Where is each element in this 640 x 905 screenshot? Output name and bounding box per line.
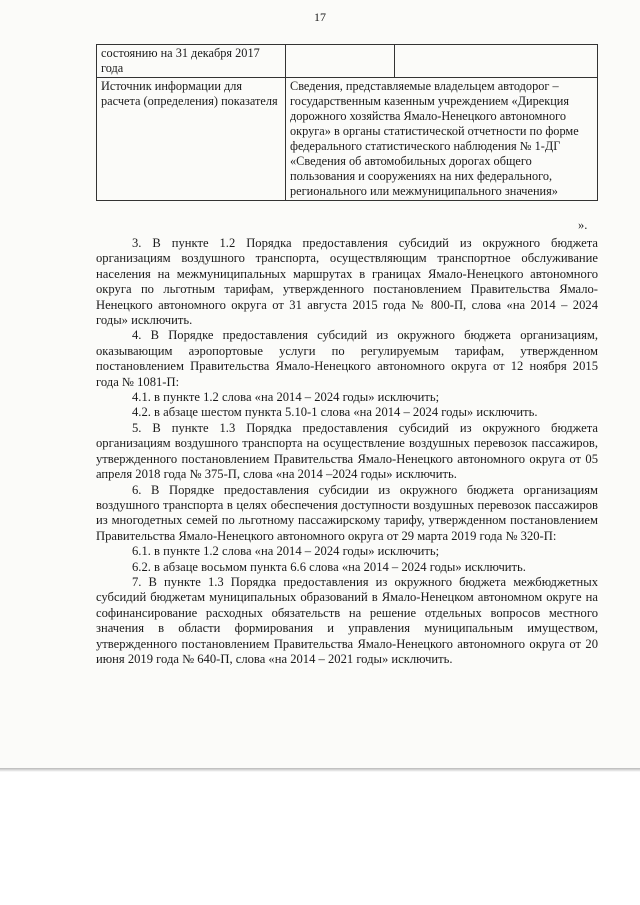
page-edge-shadow <box>0 768 640 772</box>
document-body <box>96 236 598 667</box>
paragraph: 4.1. в пункте 1.2 слова «на 2014 – 2024 годы» исключить; <box>132 390 440 405</box>
closing-quote: ». <box>578 218 588 232</box>
table-row <box>97 78 598 201</box>
table-cell-empty <box>395 45 598 78</box>
paragraph: 6.2. в абзаце восьмом пункта 6.6 слова «на 2014 – 2024 годы» исключить. <box>132 559 526 574</box>
paragraph: 5. В пункте 1.3 Порядка предоставления субсидий из окружного бюджета организациям воздушного транспорта на осуществление воздушных перевозок пассажиров, утвержденного постановлением Правительства Ямало-Ненецкого автономного округа от 05 апреля 2018 года № 375-П, слова «на 2014 –2024 годы» исключить. <box>96 420 598 482</box>
indicator-table <box>96 44 598 201</box>
paragraph: 4. В Порядке предоставления субсидий из окружного бюджета организациям, оказывающим аэропортовые услуги по регулируемым тарифам, утвержденном постановлением Правительства Ямало-Ненецкого автономного округа от 12 ноября 2015 года № 1081-П: <box>96 328 598 389</box>
paragraph: 6. В Порядке предоставления субсидии из окружного бюджета организациям воздушного транспорта в целях обеспечения доступности воздушных перевозок пассажиров из многодетных семей по льготному пассажирскому тарифу, утвержденном постановлением Правительства Ямало-Ненецкого автономного округа от 29 марта 2019 года № 320-П: <box>96 482 598 543</box>
paragraph: 4.2. в абзаце шестом пункта 5.10-1 слова «на 2014 – 2024 годы» исключить. <box>132 405 538 420</box>
page-number: 17 <box>314 10 326 24</box>
paragraph: 7. В пункте 1.3 Порядка предоставления из окружного бюджета межбюджетных субсидий бюджетам муниципальных образований в Ямало-Ненецком автономном округе на софинансирование расходных обязательств на решение отдельных вопросов местного значения в области формирования и управления муниципальным имуществом, утвержденного постановлением Правительства Ямало-Ненецкого автономного округа от 20 июня 2019 года № 640-П, слова «на 2014 – 2021 годы» исключить. <box>96 574 598 666</box>
table-cell-label: состоянию на 31 декабря 2017 года <box>97 45 286 78</box>
table-cell-label: Источник информации для расчета (определения) показателя <box>97 78 286 201</box>
table-row <box>97 45 598 78</box>
paragraph: 6.1. в пункте 1.2 слова «на 2014 – 2024 годы» исключить; <box>132 544 440 559</box>
table-cell-value: Сведения, представляемые владельцем автодорог – государственным казенным учреждением «Дирекция дорожного хозяйства Ямало-Ненецкого автономного округа» в органы статистической отчетности по форме федерального статистического наблюдения № 1-ДГ «Сведения об автомобильных дорогах общего пользования и сооружениях на них федерального, регионального или межмуниципального значения» <box>286 78 598 201</box>
paragraph: 3. В пункте 1.2 Порядка предоставления субсидий из окружного бюджета организациям воздушного транспорта, осуществляющим транспортное обслуживание населения на межмуниципальных маршрутах в границах Ямало-Ненецкого автономного округа по льготным тарифам, утвержденного постановлением Правительства Ямало-Ненецкого автономного округа от 31 августа 2015 года № 800-П, слова «на 2014 – 2024 годы» исключить. <box>96 236 598 328</box>
table-cell-empty <box>286 45 395 78</box>
